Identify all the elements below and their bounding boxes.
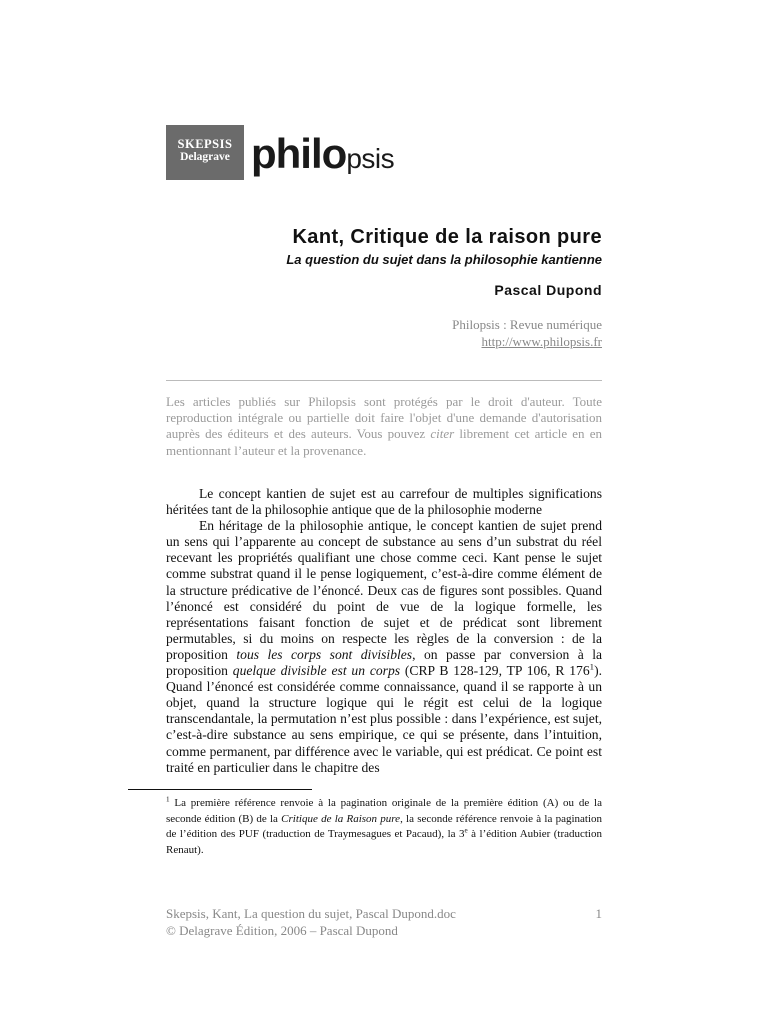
footnote-superscript-e: e — [464, 826, 468, 835]
revue-name: Philopsis : Revue numérique — [452, 317, 602, 332]
footnote-emphasis: Critique de la Raison pure — [281, 812, 401, 825]
footer-document-name: Skepsis, Kant, La question du sujet, Pascal Dupond.doc — [166, 906, 456, 921]
footnote-number: 1 — [166, 795, 170, 804]
p2-text-a: En héritage de la philosophie antique, le concept kantien de sujet prend un sens qui l’apparente au concept de substance au sens d’un substrat du réel recevant les propriétés qualifiant une chose comme ceci. Kant pense le sujet comme substrat quand il le pense logiquement, c’est-à-dire comme élément de la structure prédicative de l’énoncé. Deux cas de figures sont possibles. Quand l’énoncé est considéré du point de vue de la logique formelle, les représentations faisant fonction de sujet et de prédicat sont librement permutables, si du moins on respecte les règles de la conversion : de la proposition — [166, 518, 602, 662]
p2-text-d: ). Quand l’énoncé est considérée comme connaissance, quand il se rapporte à un objet, quand la structure logique qui le régit est celui de la logique transcendantale, la permutation n’est plus possible : dans l’expérience, est sujet, c’est-à-dire substance au sens empirique, ce qui se présente, dans l’intuition, comme permanent, par différence avec le variable, qui est prédicat. Ce point est traité en particulier dans le chapitre des — [166, 663, 603, 775]
footnote-text-a: La première référence renvoie à la pagination originale de la première édition (A) ou de la seconde édition (B) de la — [166, 797, 602, 825]
skepsis-delagrave-logo — [166, 125, 244, 180]
page-subtitle: La question du sujet dans la philosophie kantienne — [286, 252, 602, 267]
p2-text-b: , on passe par conversion à la proposition — [166, 646, 603, 679]
body-paragraph-1: Le concept kantien de sujet est au carrefour de multiples significations héritées tant de la philosophie antique que de la philosophie moderne — [166, 486, 602, 518]
body-paragraph-2 — [166, 518, 602, 776]
footnote-1 — [166, 796, 602, 858]
revue-url-link[interactable]: http://www.philopsis.fr — [481, 334, 602, 349]
notice-text-b: librement cet article en en mentionnant l’auteur et la provenance. — [166, 426, 602, 458]
footer-copyright: © Delagrave Édition, 2006 – Pascal Dupond — [166, 922, 398, 938]
page-footer — [166, 906, 602, 939]
header-divider — [166, 380, 602, 381]
logo-word-philo: philo — [251, 130, 347, 177]
copyright-notice — [166, 394, 602, 459]
p2-emphasis-1: tous les corps sont divisibles — [236, 646, 413, 662]
footnote-text-b: , la seconde référence renvoie à la pagination de l’édition des PUF (traduction de Traymesagues et Pacaud), la 3 — [166, 812, 602, 840]
notice-text-a: Les articles publiés sur Philopsis sont protégés par le droit d'auteur. Toute reproduction intégrale ou partielle doit faire l'objet d'une demande d'autorisation auprès des éditeurs et des auteurs. Vous pouvez — [166, 394, 602, 442]
article-body — [166, 486, 602, 776]
logo-line-delagrave: Delagrave — [180, 151, 230, 163]
footnote-ref-1[interactable]: 1 — [589, 661, 595, 672]
logo-word-psis: psis — [346, 143, 395, 174]
p2-text-c: (CRP B 128-129, TP 106, R 176 — [400, 663, 590, 679]
notice-citer: citer — [430, 426, 455, 442]
philopsis-logo — [251, 128, 394, 180]
page-number: 1 — [595, 906, 602, 921]
page-title: Kant, Critique de la raison pure — [292, 226, 602, 248]
revue-block — [452, 316, 602, 350]
p2-emphasis-2: quelque divisible est un corps — [232, 663, 401, 679]
footnote-text-c: à l’édition Aubier (traduction Renaut). — [166, 828, 602, 856]
logo-line-skepsis: SKEPSIS — [177, 137, 233, 151]
footnote-divider — [128, 789, 312, 790]
author-name: Pascal Dupond — [494, 282, 602, 298]
